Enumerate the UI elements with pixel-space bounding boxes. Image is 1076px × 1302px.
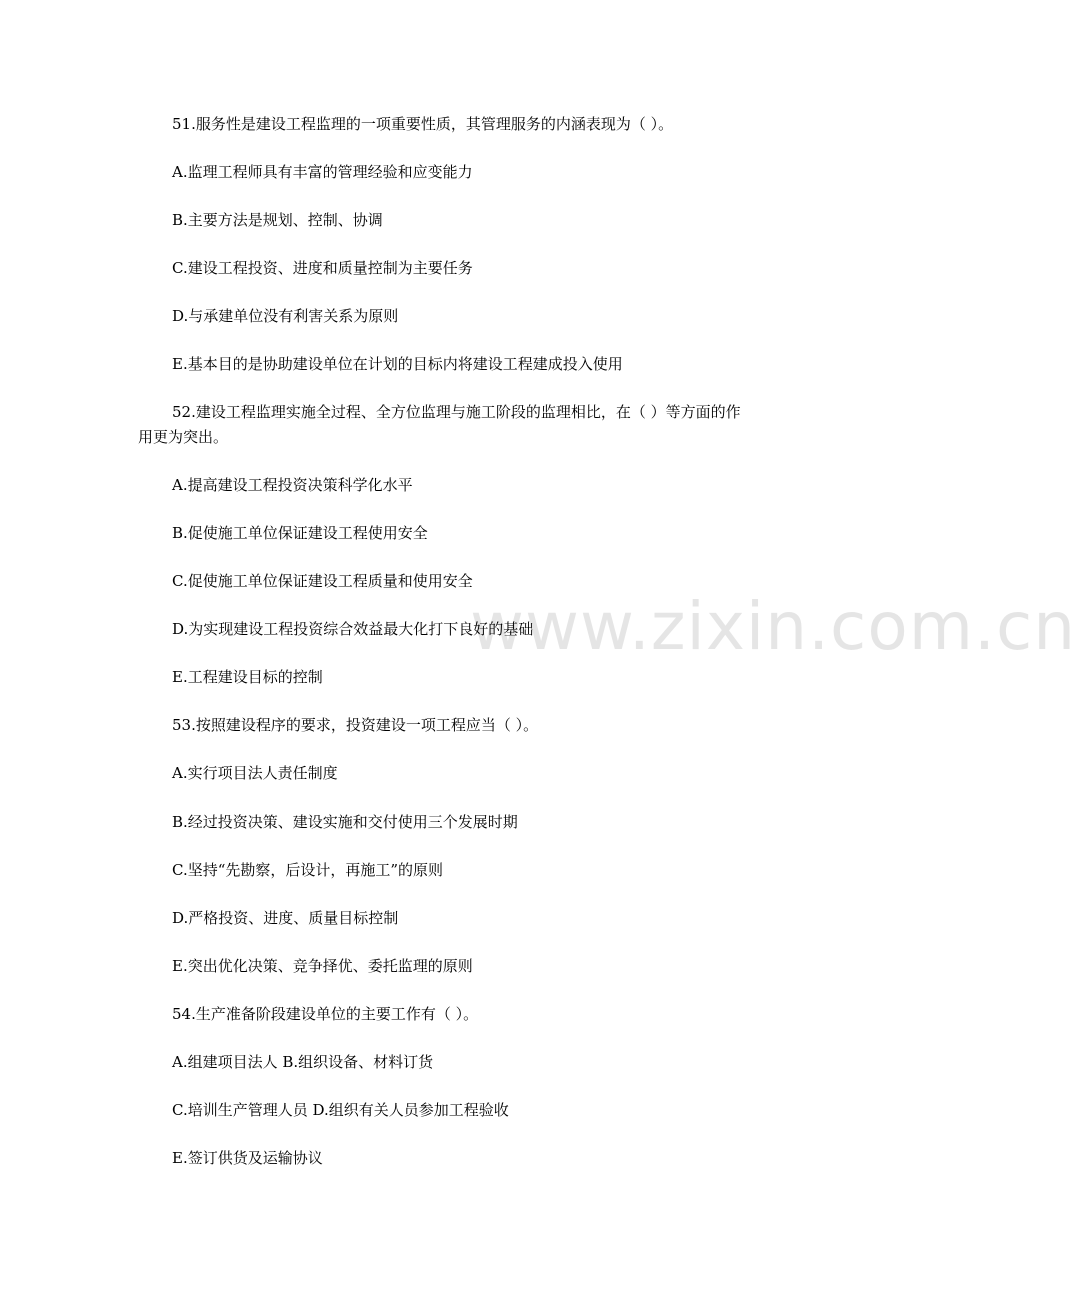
question-53-text: 53.按照建设程序的要求，投资建设一项工程应当（ ）。 (172, 716, 539, 734)
question-53-option-e: E.突出优化决策、竞争择优、委托监理的原则 (172, 957, 473, 975)
question-51-option-b: B.主要方法是规划、控制、协调 (172, 211, 383, 229)
question-51-option-e: E.基本目的是协助建设单位在计划的目标内将建设工程建成投入使用 (172, 355, 623, 373)
question-52-option-d: D.为实现建设工程投资综合效益最大化打下良好的基础 (172, 620, 534, 638)
question-53-option-c: C.坚持“先勘察，后设计，再施工”的原则 (172, 861, 444, 879)
question-53-option-a: A.实行项目法人责任制度 (172, 764, 338, 782)
question-54-text: 54.生产准备阶段建设单位的主要工作有（ ）。 (172, 1005, 479, 1023)
question-51-option-c: C.建设工程投资、进度和质量控制为主要任务 (172, 259, 473, 277)
question-52-text-line2: 用更为突出。 (138, 428, 229, 446)
question-53-option-b: B.经过投资决策、建设实施和交付使用三个发展时期 (172, 813, 518, 831)
question-51-option-d: D.与承建单位没有利害关系为原则 (172, 307, 399, 325)
question-54-option-e: E.签订供货及运输协议 (172, 1149, 323, 1167)
question-52-option-b: B.促使施工单位保证建设工程使用安全 (172, 524, 428, 542)
question-54-options-ab: A.组建项目法人 B.组织设备、材料订货 (172, 1053, 434, 1071)
question-52-text-line1: 52.建设工程监理实施全过程、全方位监理与施工阶段的监理相比，在（ ）等方面的作 (172, 403, 741, 421)
question-51-text: 51.服务性是建设工程监理的一项重要性质，其管理服务的内涵表现为（ ）。 (172, 115, 674, 133)
question-51-option-a: A.监理工程师具有丰富的管理经验和应变能力 (172, 163, 473, 181)
question-54-options-cd: C.培训生产管理人员 D.组织有关人员参加工程验收 (172, 1101, 509, 1119)
watermark: www.zixin.com.cn (470, 588, 1076, 665)
question-52-option-a: A.提高建设工程投资决策科学化水平 (172, 476, 413, 494)
question-52-option-e: E.工程建设目标的控制 (172, 668, 323, 686)
question-53-option-d: D.严格投资、进度、质量目标控制 (172, 909, 399, 927)
question-52-option-c: C.促使施工单位保证建设工程质量和使用安全 (172, 572, 473, 590)
